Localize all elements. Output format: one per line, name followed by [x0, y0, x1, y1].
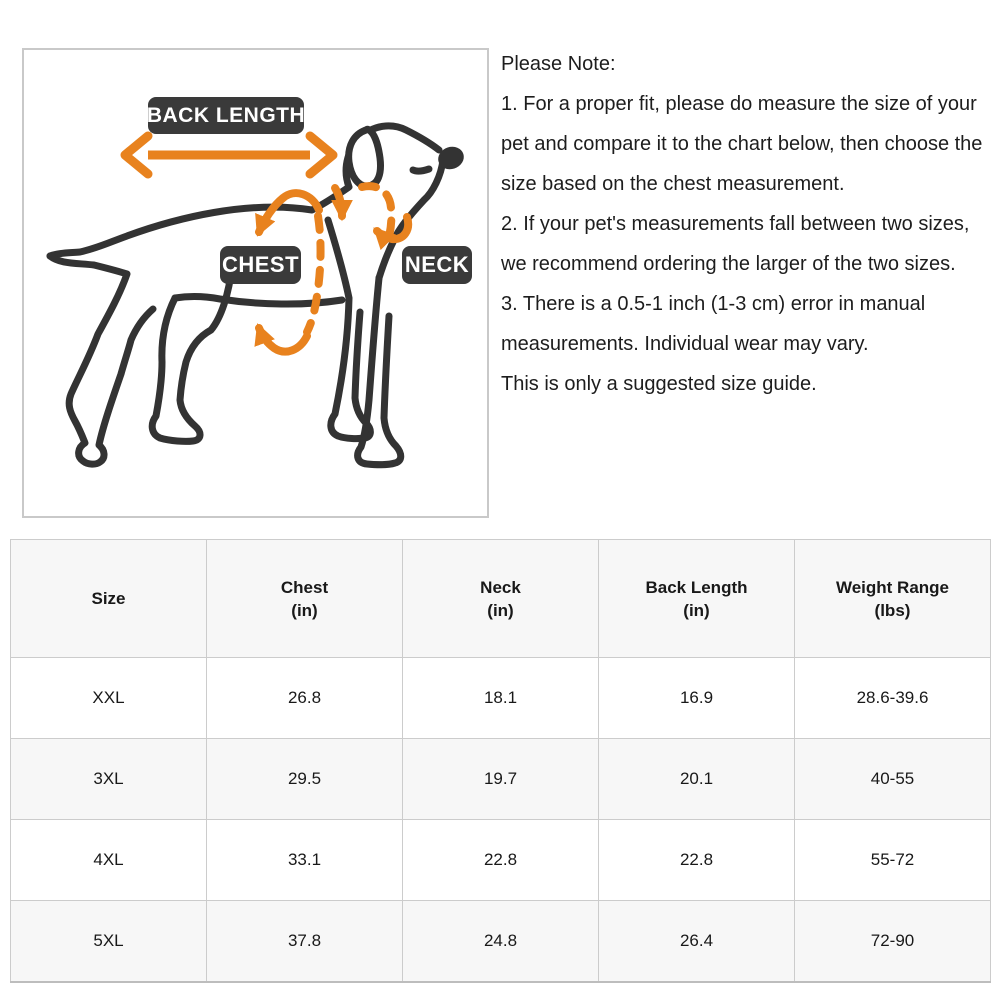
header-unit: (in) [487, 600, 514, 620]
header-row [11, 540, 991, 658]
column-header-chest [207, 540, 403, 658]
cell-weight-range: 40-55 [795, 739, 991, 820]
note-line: measurements. Individual wear may vary. [501, 333, 869, 355]
cell-neck: 18.1 [403, 658, 599, 739]
dog-mouth-line [413, 169, 429, 171]
dog-measurement-diagram [22, 48, 489, 518]
cell-weight-range: 72-90 [795, 901, 991, 983]
chest-label: CHEST [220, 246, 301, 284]
dog-tail-hindleg-outline [50, 256, 153, 464]
table-row [11, 658, 991, 739]
cell-neck: 19.7 [403, 739, 599, 820]
header-unit: (lbs) [874, 600, 911, 620]
dog-near-hindleg-outline [152, 266, 232, 441]
header-label: Neck [480, 577, 521, 597]
cell-back-length: 22.8 [599, 820, 795, 901]
back-length-label: BACK LENGTH [148, 97, 304, 134]
cell-neck: 22.8 [403, 820, 599, 901]
size-chart-table [10, 539, 991, 983]
cell-size: XXL [11, 658, 207, 739]
cell-back-length: 26.4 [599, 901, 795, 983]
header-label: Back Length [645, 577, 748, 597]
note-title: Please Note: [501, 53, 616, 75]
note-line: size based on the chest measurement. [501, 173, 845, 195]
cell-chest: 33.1 [207, 820, 403, 901]
note-line: we recommend ordering the larger of the two sizes. [501, 253, 956, 275]
cell-size: 3XL [11, 739, 207, 820]
header-label: Chest [280, 577, 329, 597]
note-line: 2. If your pet's measurements fall between two sizes, [501, 213, 970, 235]
chest-girth-dashes [307, 216, 321, 332]
table-row [11, 820, 991, 901]
column-header-back-length [599, 540, 795, 658]
cell-weight-range: 55-72 [795, 820, 991, 901]
please-note-text [501, 44, 997, 404]
header-label: Size [91, 589, 126, 608]
cell-size: 5XL [11, 901, 207, 983]
note-line: 3. There is a 0.5-1 inch (1-3 cm) error in manual [501, 293, 926, 315]
column-header-size [11, 540, 207, 658]
note-line: 1. For a proper fit, please do measure the size of your [501, 93, 977, 115]
header-unit: (in) [683, 600, 710, 620]
cell-weight-range: 28.6-39.6 [795, 658, 991, 739]
neck-label: NECK [402, 246, 472, 284]
note-line: This is only a suggested size guide. [501, 373, 817, 395]
cell-neck: 24.8 [403, 901, 599, 983]
column-header-neck [403, 540, 599, 658]
dog-near-frontleg-outline [358, 278, 401, 465]
table-row [11, 739, 991, 820]
cell-chest: 37.8 [207, 901, 403, 983]
dog-ear [349, 129, 381, 186]
note-line: pet and compare it to the chart below, then choose the [501, 133, 983, 155]
cell-back-length: 16.9 [599, 658, 795, 739]
back-length-arrow-icon [125, 136, 333, 174]
header-label: Weight Range [835, 577, 950, 597]
cell-chest: 29.5 [207, 739, 403, 820]
table-row [11, 901, 991, 983]
cell-chest: 26.8 [207, 658, 403, 739]
dog-far-frontleg-outline [328, 220, 370, 439]
header-unit: (in) [291, 600, 318, 620]
chest-arrow-bottom [259, 328, 307, 352]
column-header-weight-range [795, 540, 991, 658]
neck-arrow-left [335, 188, 342, 216]
cell-size: 4XL [11, 820, 207, 901]
cell-back-length: 20.1 [599, 739, 795, 820]
